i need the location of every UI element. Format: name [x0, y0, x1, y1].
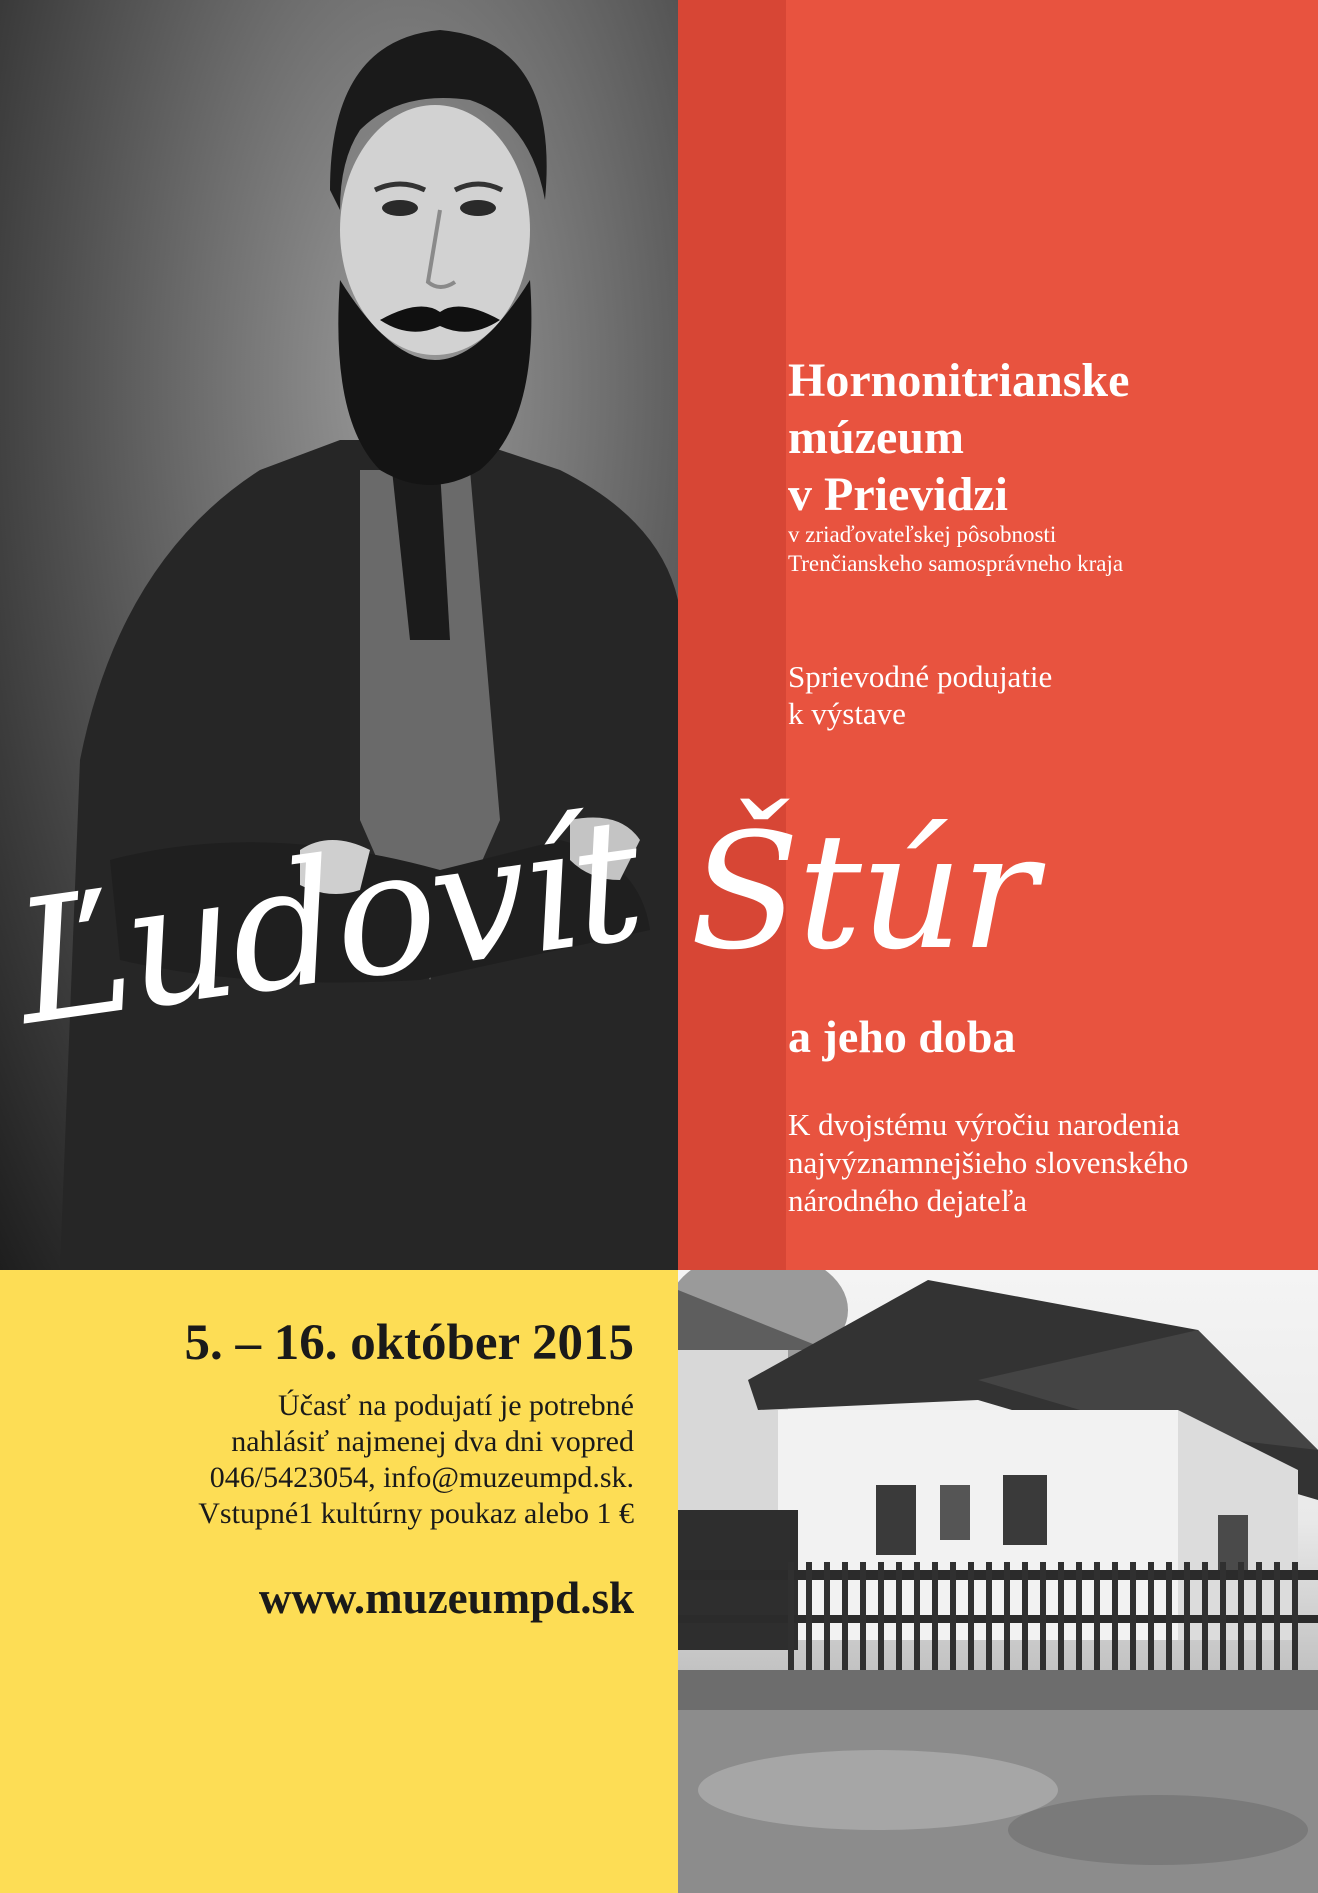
museum-affiliation-line: v zriaďovateľskej pôsobnosti: [788, 522, 1057, 547]
event-intro-line: Sprievodné podujatie: [788, 659, 1053, 694]
event-title-surname: Štúr: [690, 798, 1036, 985]
red-overlay-strip: [678, 0, 786, 1270]
anniversary-line: K dvojstému výročiu narodenia: [788, 1107, 1180, 1142]
museum-name-line: múzeum: [788, 411, 964, 464]
portrait-illustration: [0, 0, 678, 1270]
anniversary-note: [788, 1106, 1188, 1220]
house-photo: [678, 1270, 1318, 1893]
museum-affiliation-line: Trenčianskeho samosprávneho kraja: [788, 551, 1124, 576]
event-dates: 5. – 16. október 2015: [184, 1315, 634, 1371]
museum-affiliation: [788, 520, 1123, 578]
museum-name-line: v Prievidzi: [788, 468, 1008, 521]
admission-line: Vstupné1 kultúrny poukaz alebo 1 €: [198, 1497, 634, 1530]
event-title-first-name: Ľudovít: [4, 780, 651, 1064]
anniversary-line: najvýznamnejšieho slovenského: [788, 1145, 1189, 1180]
registration-info-line: Účasť na podujatí je potrebné: [277, 1389, 634, 1422]
museum-name: [788, 352, 1129, 523]
website-link[interactable]: www.muzeumpd.sk: [258, 1573, 634, 1623]
registration-info: [198, 1388, 634, 1532]
anniversary-line: národného dejateľa: [788, 1183, 1027, 1218]
house-illustration: [678, 1270, 1318, 1893]
event-intro: [788, 658, 1052, 732]
event-intro-line: k výstave: [788, 696, 906, 731]
registration-info-line: nahlásiť najmenej dva dni vopred: [231, 1425, 634, 1458]
contact-line[interactable]: 046/5423054, info@muzeumpd.sk.: [209, 1461, 634, 1494]
portrait-photo: [0, 0, 678, 1270]
event-subtitle: a jeho doba: [788, 1011, 1016, 1062]
museum-name-line: Hornonitrianske: [788, 354, 1130, 407]
